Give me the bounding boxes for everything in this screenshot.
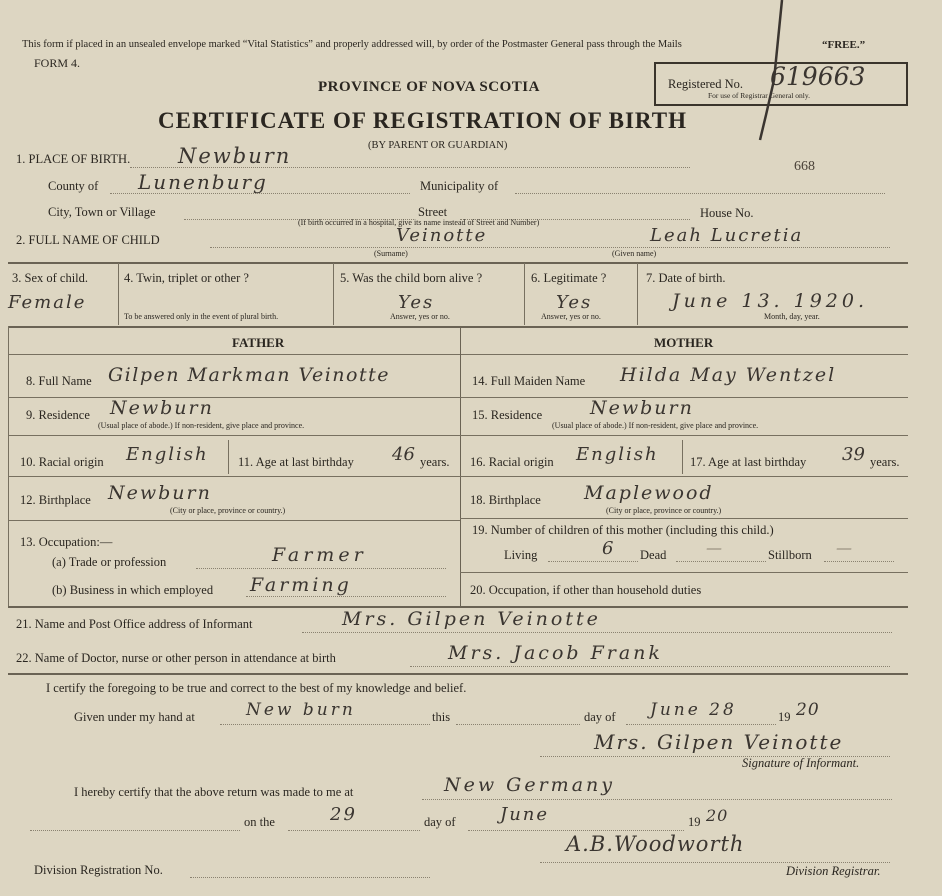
stillborn-label: Stillborn bbox=[768, 548, 812, 562]
living-value: 6 bbox=[602, 538, 616, 559]
father-row-rule-4 bbox=[8, 520, 460, 521]
father-name-label: 8. Full Name bbox=[26, 374, 92, 388]
surname-caption: (Surname) bbox=[374, 249, 408, 258]
given-under-hand-label: Given under my hand at bbox=[74, 710, 195, 724]
father-name-value: Gilpen Markman Veinotte bbox=[108, 364, 391, 386]
father-race-age-divider bbox=[228, 440, 229, 474]
registered-number-label: Registered No. bbox=[668, 77, 743, 91]
informant-year-value: 20 bbox=[796, 700, 820, 720]
living-line bbox=[548, 561, 638, 562]
dead-value: — bbox=[706, 538, 724, 557]
row3-divider-3 bbox=[524, 263, 525, 325]
mother-occupation-label: 20. Occupation, if other than household duties bbox=[470, 583, 702, 597]
row3-divider-2 bbox=[333, 263, 334, 325]
business-line bbox=[246, 596, 446, 597]
street-label: Street bbox=[418, 205, 448, 219]
form-number: FORM 4. bbox=[34, 56, 81, 70]
row3-bottom-rule bbox=[8, 326, 908, 328]
row3-top-rule bbox=[8, 262, 908, 264]
margin-number: 668 bbox=[794, 159, 815, 174]
mother-row-rule-2 bbox=[460, 435, 908, 436]
informant-day-of-label: day of bbox=[584, 710, 616, 724]
mother-row-rule-4 bbox=[460, 518, 908, 519]
informant-bottom-rule bbox=[8, 673, 908, 675]
father-birthplace-value: Newburn bbox=[108, 482, 212, 504]
child-given-name-value: Leah Lucretia bbox=[650, 225, 804, 246]
given-place-value: New burn bbox=[246, 700, 356, 720]
father-row-rule-2 bbox=[8, 435, 460, 436]
mother-birthplace-label: 18. Birthplace bbox=[470, 493, 541, 507]
business-value: Farming bbox=[250, 574, 352, 596]
registrar-year-value: 20 bbox=[706, 806, 729, 825]
pen-stroke-mark bbox=[752, 0, 792, 150]
stillborn-value: — bbox=[836, 538, 854, 557]
date-of-birth-label: 7. Date of birth. bbox=[646, 271, 726, 285]
given-place-line bbox=[220, 724, 430, 725]
municipality-label: Municipality of bbox=[420, 179, 499, 193]
given-name-caption: (Given name) bbox=[612, 249, 657, 258]
informant-signature: Mrs. Gilpen Veinotte bbox=[594, 730, 844, 754]
registrar-signature: A.B.Woodworth bbox=[566, 832, 745, 856]
mother-race-age-divider bbox=[682, 440, 683, 474]
municipality-line bbox=[515, 193, 885, 194]
registrar-month-value: June bbox=[500, 804, 550, 825]
plural-birth-label: 4. Twin, triplet or other ? bbox=[124, 271, 249, 285]
county-label: County of bbox=[48, 179, 99, 193]
certificate-title: CERTIFICATE OF REGISTRATION OF BIRTH bbox=[158, 108, 687, 133]
city-label: City, Town or Village bbox=[48, 205, 156, 219]
legitimate-value: Yes bbox=[556, 292, 593, 313]
county-value: Lunenburg bbox=[138, 170, 268, 194]
registrar-month-line bbox=[468, 830, 684, 831]
father-row-rule-1 bbox=[8, 397, 460, 398]
informant-signature-caption: Signature of Informant. bbox=[742, 756, 860, 770]
father-birthplace-label: 12. Birthplace bbox=[20, 493, 91, 507]
registrar-blank-line bbox=[30, 830, 240, 831]
trade-line bbox=[196, 568, 446, 569]
born-alive-label: 5. Was the child born alive ? bbox=[340, 271, 483, 285]
legitimate-label: 6. Legitimate ? bbox=[531, 271, 607, 285]
father-age-value: 46 bbox=[392, 444, 415, 465]
on-the-label: on the bbox=[244, 815, 275, 829]
informant-label: 21. Name and Post Office address of Informant bbox=[16, 617, 253, 631]
informant-day-line bbox=[626, 724, 776, 725]
plural-birth-note: To be answered only in the event of plural birth. bbox=[124, 312, 279, 321]
father-residence-note: (Usual place of abode.) If non-resident, give place and province. bbox=[98, 421, 305, 430]
children-count-label: 19. Number of children of this mother (including this child.) bbox=[472, 523, 774, 537]
father-birthplace-note: (City or place, province or country.) bbox=[170, 506, 286, 515]
this-label: this bbox=[432, 710, 451, 724]
father-age-label: 11. Age at last birthday bbox=[238, 455, 354, 469]
place-of-birth-line bbox=[130, 167, 690, 168]
mother-birthplace-value: Maplewood bbox=[584, 482, 714, 504]
mother-residence-value: Newburn bbox=[590, 397, 694, 419]
parents-left-border bbox=[8, 326, 9, 606]
registered-number-note: For use of Registrar General only. bbox=[708, 91, 810, 100]
mother-residence-note: (Usual place of abode.) If non-resident, give place and province. bbox=[552, 421, 759, 430]
mother-row-rule-5 bbox=[460, 572, 908, 573]
born-alive-value: Yes bbox=[398, 292, 435, 313]
registrar-year-prefix: 19 bbox=[688, 815, 701, 829]
division-registrar-caption: Division Registrar. bbox=[786, 864, 881, 878]
father-residence-value: Newburn bbox=[110, 397, 214, 419]
certificate-subtitle: (BY PARENT OR GUARDIAN) bbox=[368, 140, 508, 151]
date-of-birth-note: Month, day, year. bbox=[764, 312, 820, 321]
doctor-label: 22. Name of Doctor, nurse or other person in attendance at birth bbox=[16, 651, 336, 665]
county-line bbox=[110, 193, 410, 194]
father-heading: FATHER bbox=[232, 335, 285, 350]
hospital-note: (If birth occurred in a hospital, give its name instead of Street and Number) bbox=[298, 218, 540, 227]
mother-racial-origin-value: English bbox=[576, 444, 659, 465]
house-no-label: House No. bbox=[700, 206, 754, 220]
postal-notice-free: “FREE.” bbox=[822, 39, 866, 51]
registrar-certify-statement: I hereby certify that the above return was made to me at bbox=[74, 785, 354, 799]
dead-line bbox=[676, 561, 766, 562]
child-surname-value: Veinotte bbox=[396, 225, 488, 246]
father-racial-origin-label: 10. Racial origin bbox=[20, 455, 104, 469]
province-heading: PROVINCE OF NOVA SCOTIA bbox=[318, 79, 540, 95]
place-of-birth-label: 1. PLACE OF BIRTH. bbox=[16, 152, 131, 166]
father-row-rule-3 bbox=[8, 476, 460, 477]
mother-residence-label: 15. Residence bbox=[472, 408, 543, 422]
father-occupation-label: 13. Occupation:— bbox=[20, 535, 113, 549]
mother-racial-origin-label: 16. Racial origin bbox=[470, 455, 554, 469]
dead-label: Dead bbox=[640, 548, 667, 562]
row3-divider-4 bbox=[637, 263, 638, 325]
mother-birthplace-note: (City or place, province or country.) bbox=[606, 506, 722, 515]
child-name-line bbox=[210, 247, 890, 248]
living-label: Living bbox=[504, 548, 538, 562]
on-the-line bbox=[288, 830, 420, 831]
mother-name-value: Hilda May Wentzel bbox=[620, 364, 837, 386]
mother-name-label: 14. Full Maiden Name bbox=[472, 374, 586, 388]
mother-heading: MOTHER bbox=[654, 335, 714, 350]
registrar-day-of-label: day of bbox=[424, 815, 456, 829]
this-day-line bbox=[456, 724, 580, 725]
mother-age-label: 17. Age at last birthday bbox=[690, 455, 807, 469]
father-racial-origin-value: English bbox=[126, 444, 209, 465]
date-of-birth-value: June 13. 1920. bbox=[672, 290, 869, 312]
informant-line bbox=[302, 632, 892, 633]
parents-heading-rule bbox=[8, 354, 908, 355]
division-registration-no-label: Division Registration No. bbox=[34, 863, 163, 877]
informant-value: Mrs. Gilpen Veinotte bbox=[342, 608, 601, 630]
informant-day-value: June 28 bbox=[650, 700, 737, 720]
trade-label: (a) Trade or profession bbox=[52, 555, 167, 569]
registrar-signature-line bbox=[540, 862, 890, 863]
business-label: (b) Business in which employed bbox=[52, 583, 214, 597]
doctor-value: Mrs. Jacob Frank bbox=[448, 642, 663, 664]
stillborn-line bbox=[824, 561, 894, 562]
parents-center-divider bbox=[460, 328, 461, 606]
legitimate-note: Answer, yes or no. bbox=[541, 312, 601, 321]
place-of-birth-value: Newburn bbox=[178, 144, 292, 168]
trade-value: Farmer bbox=[272, 544, 367, 566]
doctor-line bbox=[410, 666, 890, 667]
mother-row-rule-3 bbox=[460, 476, 908, 477]
registrar-place-value: New Germany bbox=[444, 774, 615, 796]
informant-certify-statement: I certify the foregoing to be true and correct to the best of my knowledge and belief. bbox=[46, 681, 467, 695]
mother-age-years: years. bbox=[870, 455, 900, 469]
father-age-years: years. bbox=[420, 455, 450, 469]
row3-divider-1 bbox=[118, 263, 119, 325]
sex-value: Female bbox=[8, 292, 87, 313]
mother-age-value: 39 bbox=[842, 444, 865, 465]
sex-label: 3. Sex of child. bbox=[12, 271, 89, 285]
registrar-place-line bbox=[422, 799, 892, 800]
postal-notice: This form if placed in an unsealed envelope marked “Vital Statistics” and properly addressed will, by order of the Postmaster General pass through the Mails bbox=[22, 39, 682, 50]
father-residence-label: 9. Residence bbox=[26, 408, 90, 422]
registered-number-value: 619663 bbox=[770, 62, 866, 91]
division-registration-no-line bbox=[190, 877, 430, 878]
born-alive-note: Answer, yes or no. bbox=[390, 312, 450, 321]
informant-year-prefix: 19 bbox=[778, 710, 791, 724]
full-name-label: 2. FULL NAME OF CHILD bbox=[16, 233, 160, 247]
on-the-value: 29 bbox=[330, 804, 357, 825]
